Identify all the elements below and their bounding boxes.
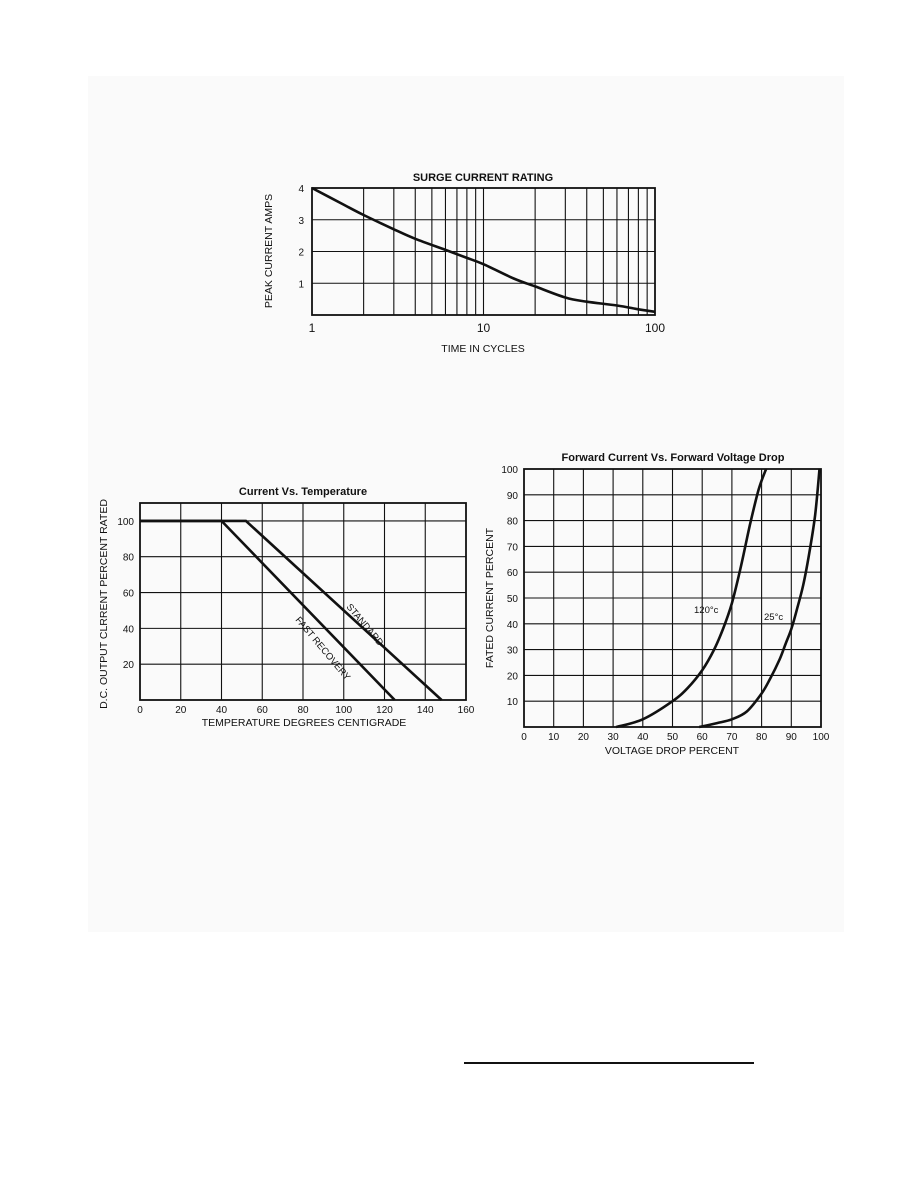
temp-y-tick-label: 60 xyxy=(122,588,134,600)
surge-x-tick-label: 10 xyxy=(476,321,491,335)
temp-y-tick-label: 40 xyxy=(122,624,134,636)
temp-y-axis-label: D.C. OUTPUT CLRRENT PERCENT RATED xyxy=(98,499,110,709)
fwd-x-tick-label: 100 xyxy=(812,732,830,743)
fwd-x-axis-label: VOLTAGE DROP PERCENT xyxy=(604,745,740,757)
surge-grid xyxy=(312,188,655,315)
fwd-y-tick-label: 80 xyxy=(506,516,518,528)
fwd-series-120c-label: 120°c xyxy=(694,605,719,616)
fwd-x-tick-label: 50 xyxy=(666,732,679,743)
forward-current-vs-voltage-chart xyxy=(484,452,830,757)
surge-chart-title: SURGE CURRENT RATING xyxy=(412,172,554,184)
fwd-x-tick-label: 0 xyxy=(521,732,527,743)
surge-y-tick-label: 4 xyxy=(298,184,304,195)
fwd-x-tick-label: 80 xyxy=(756,732,768,743)
fwd-chart-title: Forward Current Vs. Forward Voltage Drop xyxy=(561,452,785,464)
temp-grid xyxy=(140,503,466,700)
fwd-x-tick-label: 20 xyxy=(577,732,589,743)
temp-x-tick-label: 140 xyxy=(416,705,434,716)
temp-y-tick-label: 100 xyxy=(117,516,134,528)
fwd-x-tick-label: 40 xyxy=(637,732,649,743)
fwd-y-tick-label: 100 xyxy=(501,465,518,476)
fwd-x-tick-label: 10 xyxy=(548,732,560,743)
fwd-x-tick-label: 60 xyxy=(696,732,708,743)
surge-tick-labels xyxy=(298,184,665,335)
temp-y-tick-label: 80 xyxy=(122,552,134,564)
surge-y-axis-label: PEAK CURRENT AMPS xyxy=(263,193,275,309)
temp-tick-labels xyxy=(117,517,474,716)
current-vs-temperature-chart xyxy=(98,486,475,729)
fwd-y-tick-label: 50 xyxy=(506,594,518,605)
temp-x-axis-label: TEMPERATURE DEGREES CENTIGRADE xyxy=(201,717,407,729)
surge-y-tick-label: 2 xyxy=(298,247,304,259)
surge-y-tick-label: 1 xyxy=(298,279,304,291)
fwd-y-tick-label: 30 xyxy=(506,645,518,657)
temp-series-standard-label: STANDARD xyxy=(343,601,386,649)
temp-x-tick-label: 80 xyxy=(297,705,309,716)
temp-series-fast-recovery-label: FAST RECOVERY xyxy=(292,614,353,683)
surge-x-tick-label: 1 xyxy=(308,321,316,335)
surge-x-axis-label: TIME IN CYCLES xyxy=(441,343,525,355)
temp-x-tick-label: 100 xyxy=(335,705,353,716)
fwd-x-tick-label: 70 xyxy=(726,732,738,743)
fwd-y-tick-label: 60 xyxy=(506,568,518,580)
fwd-y-tick-label: 10 xyxy=(506,697,518,709)
fwd-y-tick-label: 20 xyxy=(506,671,518,683)
fwd-x-tick-label: 90 xyxy=(785,732,797,743)
temp-x-tick-label: 120 xyxy=(376,705,393,716)
temp-x-tick-label: 40 xyxy=(215,705,228,716)
fwd-y-axis-label: FATED CURRENT PERCENT xyxy=(484,527,496,669)
temp-series-standard-line xyxy=(140,521,442,700)
surge-y-tick-label: 3 xyxy=(298,215,304,227)
temp-y-tick-label: 20 xyxy=(122,660,134,672)
temp-x-tick-label: 160 xyxy=(457,705,475,716)
fwd-x-tick-label: 30 xyxy=(607,732,619,743)
fwd-y-tick-label: 70 xyxy=(506,542,518,554)
surge-current-chart xyxy=(263,172,665,355)
temp-x-tick-label: 0 xyxy=(137,705,143,716)
surge-x-tick-label: 100 xyxy=(644,321,666,335)
fwd-grid xyxy=(524,469,821,727)
fwd-series-25c-label: 25°c xyxy=(764,612,784,623)
temp-x-tick-label: 60 xyxy=(256,705,268,716)
fwd-y-tick-label: 90 xyxy=(506,490,518,502)
temp-chart-title: Current Vs. Temperature xyxy=(238,486,368,498)
temp-x-tick-label: 20 xyxy=(175,705,187,716)
signature-rule xyxy=(464,1062,754,1064)
fwd-y-tick-label: 40 xyxy=(506,619,518,631)
